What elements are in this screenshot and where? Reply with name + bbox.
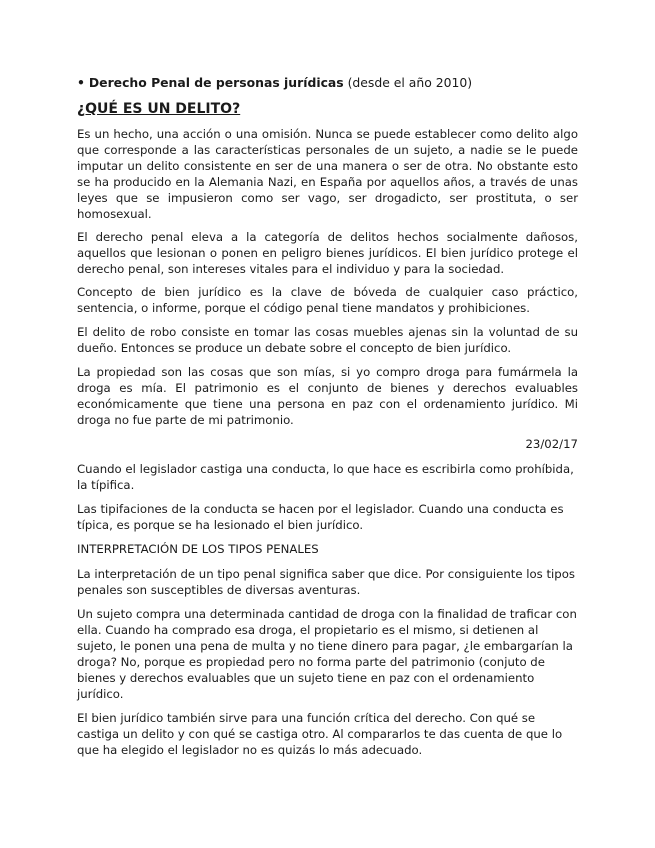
paragraph-6: Cuando el legislador castiga una conducta, lo que hace es escribirla como prohíbida, la típifica. (77, 462, 574, 492)
paragraph-4: El delito de robo consiste en tomar las cosas muebles ajenas sin la voluntad de su dueño. Entonces se produce un debate sobre el concepto de bien jurídico. (77, 325, 578, 355)
bullet-dot: • (77, 75, 85, 90)
date-stamp: 23/02/17 (525, 437, 578, 451)
paragraph-3: Concepto de bien jurídico es la clave de bóveda de cualquier caso práctico, sentencia, o informe, porque el código penal tiene mandatos y prohibiciones. (77, 285, 578, 315)
bullet-title: Derecho Penal de personas jurídicas (88, 75, 344, 90)
paragraph-9: Un sujeto compra una determinada cantidad de droga con la finalidad de traficar con ella. Cuando ha comprado esa droga, el propietario es el mismo, si detienen al sujeto, le ponen una pena de multa y no tiene dinero para pagar, ¿le embargarían la droga? No, porque es propiedad pero no forma parte del patrimonio (conjuto de bienes y derechos evaluables que un sujeto tiene en paz con el ordenamiento jurídico. (77, 607, 577, 701)
section-heading: ¿QUÉ ES UN DELITO? (77, 101, 241, 117)
paragraph-8: La interpretación de un tipo penal significa saber que dice. Por consiguiente los tipos penales son susceptibles de diversas aventuras. (77, 567, 575, 597)
paragraph-2: El derecho penal eleva a la categoría de delitos hechos socialmente dañosos, aquellos que lesionan o ponen en peligro bienes jurídicos. El bien jurídico protege el derecho penal, son intereses vitales para el individuo y para la sociedad. (77, 230, 578, 276)
paragraph-1: Es un hecho, una acción o una omisión. Nunca se puede establecer como delito algo que corresponde a las características personales de un sujeto, a nadie se le puede imputar un delito consistente en ser de una manera o ser de otra. No obstante esto se ha producido en la Alemania Nazi, en España por aquellos años, a través de unas leyes que se impusieron como ser vago, ser drogadicto, ser prostituta, o ser homosexual. (77, 127, 578, 221)
bullet-suffix: (desde el año 2010) (343, 75, 473, 90)
subsection-title: INTERPRETACIÓN DE LOS TIPOS PENALES (77, 542, 319, 556)
paragraph-10: El bien jurídico también sirve para una función crítica del derecho. Con qué se castiga un delito y con qué se castiga otro. Al compararlos te das cuenta de que lo que ha elegido el legislador no es quizás lo más adecuado. (77, 711, 563, 757)
bullet-line (77, 74, 472, 92)
paragraph-5: La propiedad son las cosas que son mías, si yo compro droga para fumármela la droga es mía. El patrimonio es el conjunto de bienes y derechos evaluables económicamente que tiene una persona en paz con el ordenamiento jurídico. Mi droga no fue parte de mi patrimonio. (77, 365, 578, 427)
paragraph-7: Las tipifaciones de la conducta se hacen por el legislador. Cuando una conducta es típica, es porque se ha lesionado el bien jurídico. (77, 502, 564, 532)
